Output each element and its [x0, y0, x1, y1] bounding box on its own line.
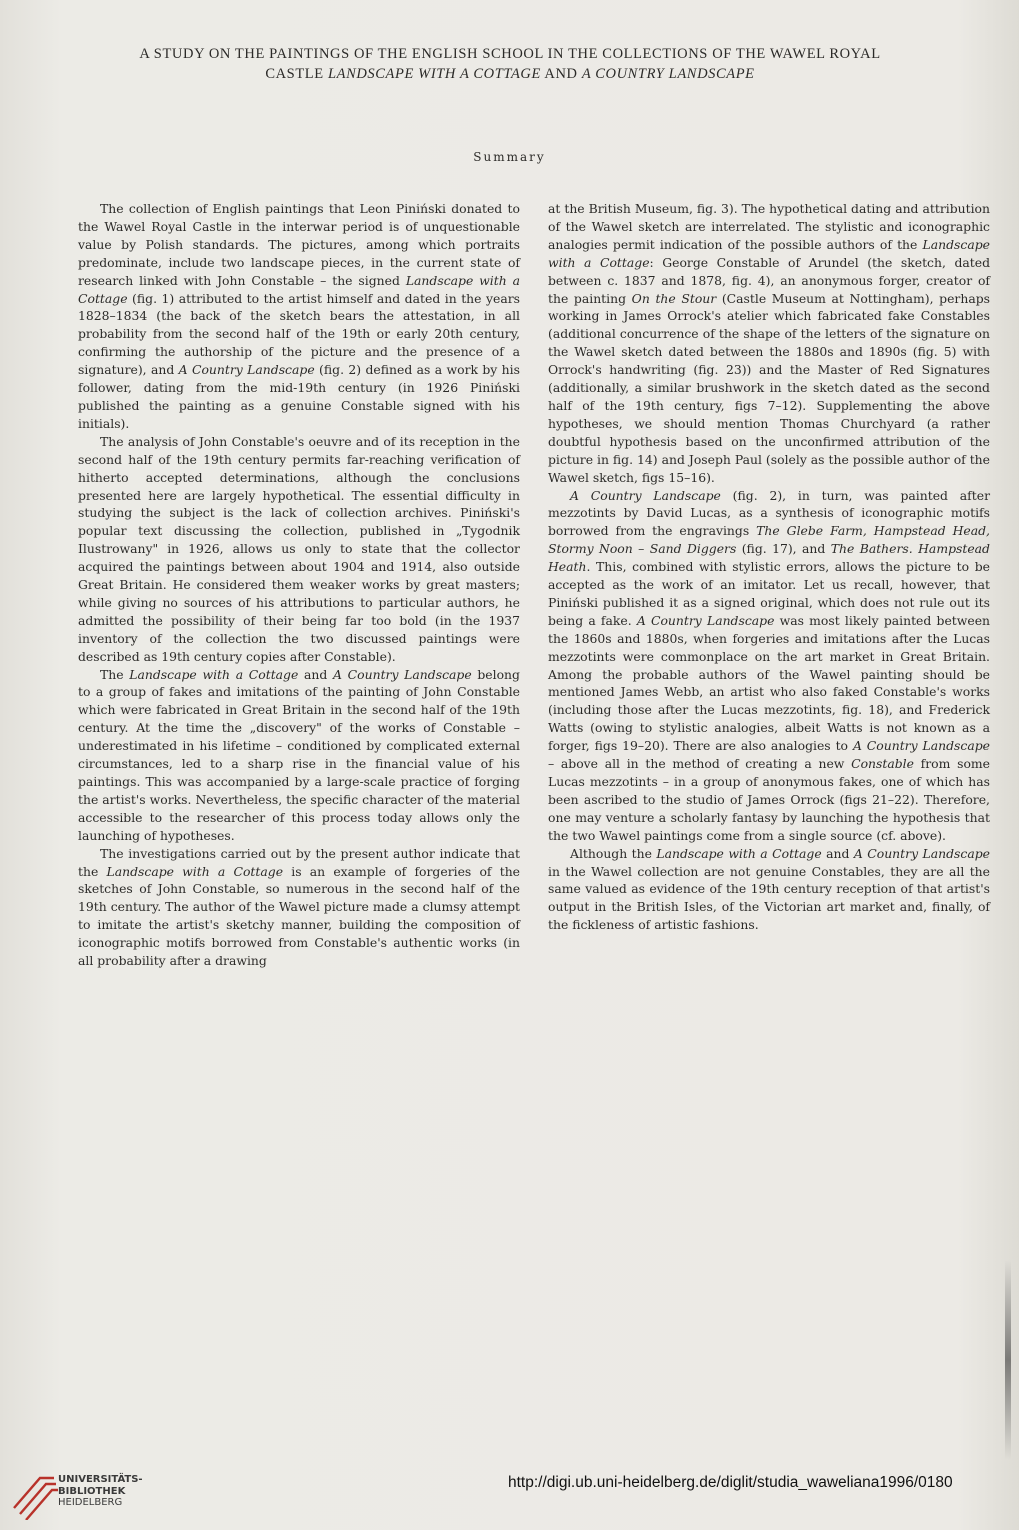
article-title [70, 44, 950, 84]
title-line-1: A STUDY ON THE PAINTINGS OF THE ENGLISH SCHOOL IN THE COLLECTIONS OF THE WAWEL ROYAL [139, 46, 881, 62]
paragraph: The Landscape with a Cottage and A Country Landscape belong to a group of fakes and imitations of the painting of John Constable which were fabricated in Great Britain in the second half of the 19th century. At the time the „discovery" of the works of Constable – underestimated in his lifetime – conditioned by complicated external circumstances, led to a sharp rise in the financial value of his paintings. This was accompanied by a large-scale practice of forging the artist's works. Nevertheless, the specific character of the material accessible to the researcher of this process today allows only the launching of hypotheses. [78, 666, 520, 843]
library-logo-text: UNIVERSITÄTS- BIBLIOTHEK HEIDELBERG [58, 1474, 143, 1508]
paragraph: The analysis of John Constable's oeuvre and of its reception in the second half of the 19th century permits far-reaching verification of hitherto accepted determinations, although the conclusions presented here are largely hypothetical. The essential difficulty in studying the subject is the lack of collection archives. Piniński's popular text discussing the collection, published in „Tygodnik Ilustrowany" in 1926, allows us only to state that the collector acquired the paintings between about 1904 and 1914, also outside Great Britain. He considered them weaker works by great masters; while giving no sources of his attributions to particular authors, he admitted the possibility of their being far too bold (in the 1937 inventory of the collection the two discussed paintings were described as 19th century copies after Constable). [78, 433, 520, 664]
source-url-link[interactable]: http://digi.ub.uni-heidelberg.de/diglit/studia_waweliana1996/0180 [508, 1474, 953, 1491]
title-line-2: CASTLE LANDSCAPE WITH A COTTAGE AND A COUNTRY LANDSCAPE [265, 66, 755, 82]
summary-heading: Summary [473, 150, 546, 164]
right-column [548, 200, 990, 934]
paragraph: A Country Landscape (fig. 2), in turn, was painted after mezzotints by David Lucas, as a synthesis of iconographic motifs borrowed from the engravings The Glebe Farm, Hampstead Head, Stormy Noon – Sand Diggers (fig. 17), and The Bathers. Hampstead Heath. This, combined with stylistic errors, allows the picture to be accepted as the work of an imitator. Let us recall, however, that Piniński published it as a signed original, which does not rule out its being a fake. A Country Landscape was most likely painted between the 1860s and 1880s, when forgeries and imitations after the Lucas mezzotints were commonplace on the art market in Great Britain. Among the probable authors of the Wawel painting should be mentioned James Webb, an artist who also faked Constable's works (including those after the Lucas mezzotints, fig. 18), and Frederick Watts (owing to stylistic analogies, albeit Watts is not known as a forger, figs 19–20). There are also analogies to A Country Landscape – above all in the method of creating a new Constable from some Lucas mezzotints – in a group of anonymous fakes, one of which has been ascribed to the studio of James Orrock (figs 21–22). Therefore, one may venture a scholarly fantasy by launching the hypothesis that the two Wawel paintings come from a single source (cf. above). [548, 487, 991, 843]
left-column [78, 200, 520, 970]
paragraph: at the British Museum, fig. 3). The hypothetical dating and attribution of the Wawel sketch are interrelated. The stylistic and iconographic analogies permit indication of the possible authors of the Landscape with a Cottage: George Constable of Arundel (the sketch, dated between c. 1837 and 1878, fig. 4), an anonymous forger, creator of the painting On the Stour (Castle Museum at Nottingham), perhaps working in James Orrock's atelier which fabricated fake Constables (additional concurrence of the shape of the letters of the signature on the Wawel sketch dated between the 1880s and 1890s (fig. 5) with Orrock's handwriting (fig. 23)) and the Master of Red Signatures (additionally, a similar brushwork in the sketch dated as the second half of the 19th century, figs 7–12). Supplementing the above hypotheses, we should mention Thomas Churchyard (a rather doubtful hypothesis based on the unconfirmed attribution of the picture in fig. 14) and Joseph Paul (solely as the possible author of the Wawel sketch, figs 15–16). [548, 201, 991, 485]
paragraph: The investigations carried out by the present author indicate that the Landscape with a Cottage is an example of forgeries of the sketches of John Constable, so numerous in the second half of the 19th century. The author of the Wawel picture made a clumsy attempt to imitate the artist's sketchy manner, building the composition of iconographic motifs borrowed from Constable's authentic works (in all probability after a drawing [78, 845, 521, 969]
page-edge-shadow [1005, 1260, 1011, 1460]
paragraph: The collection of English paintings that Leon Piniński donated to the Wawel Royal Castle in the interwar period is of unquestionable value by Polish standards. The pictures, among which portraits predominate, include two landscape pieces, in the current state of research linked with John Constable – the signed Landscape with a Cottage (fig. 1) attributed to the artist himself and dated in the years 1828–1834 (the back of the sketch bears the attestation, in all probability from the second half of the 19th or early 20th century, confirming the authorship of the picture and the presence of a signature), and A Country Landscape (fig. 2) defined as a work by his follower, dating from the mid-19th century (in 1926 Piniński published the painting as a genuine Constable signed with his initials). [78, 201, 520, 431]
paragraph: Although the Landscape with a Cottage and A Country Landscape in the Wawel collection are not genuine Constables, they are all the same valued as evidence of the 19th century reception of that artist's output in the British Isles, of the Victorian art market and, finally, of the fickleness of artistic fashions. [548, 845, 990, 933]
